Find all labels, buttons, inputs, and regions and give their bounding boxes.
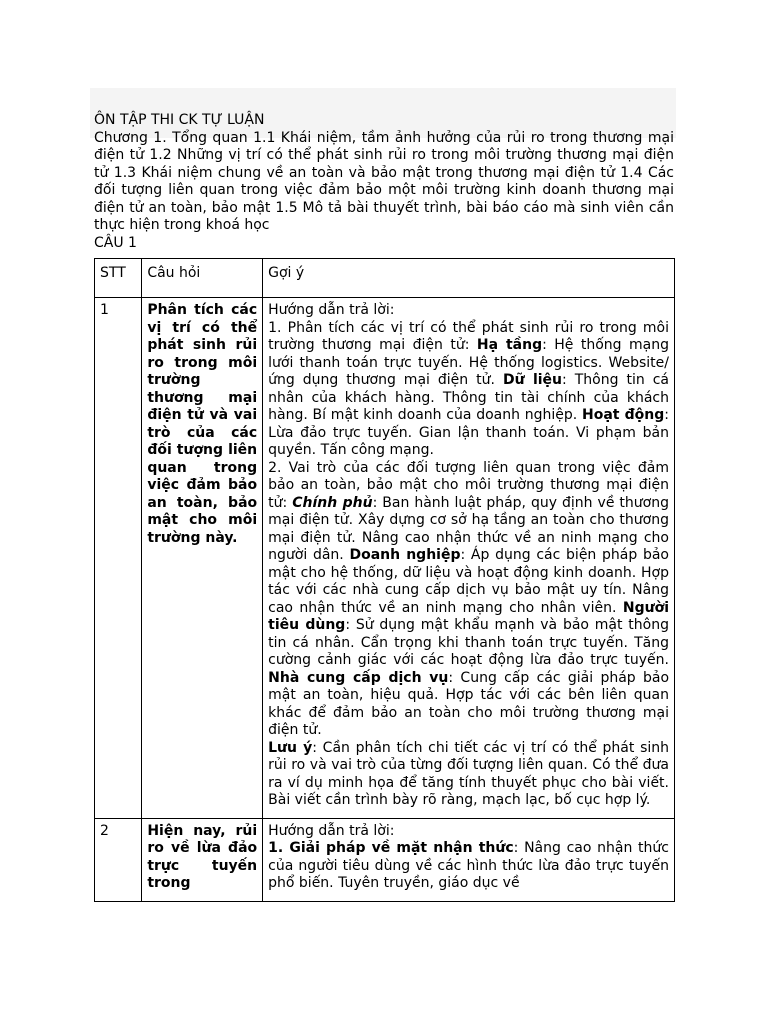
answer-guide xyxy=(263,818,675,901)
table-row xyxy=(95,818,675,901)
table-header-row xyxy=(95,259,675,298)
qa-table xyxy=(94,258,675,902)
row-number: 1 xyxy=(95,298,142,819)
header-question: Câu hỏi xyxy=(142,259,263,298)
row-number: 2 xyxy=(95,818,142,901)
header-stt: STT xyxy=(95,259,142,298)
chapter-intro: Chương 1. Tổng quan 1.1 Khái niệm, tầm ảnh hưởng của rủi ro trong thương mại điện tử 1.2 Những vị trí có thể phát sinh rủi ro trong môi trường thương mại điện tử 1.3 Khái niệm chung về an toàn và bảo mật trong thương mại điện tử 1.4 Các đối tượng liên quan trong việc đảm bảo một môi trường kinh doanh thương mại điện tử an toàn, bảo mật 1.5 Mô tả bài thuyết trình, bài báo cáo mà sinh viên cần thực hiện trong khoá học xyxy=(94,129,674,233)
document-page xyxy=(94,112,674,902)
table-row xyxy=(95,298,675,819)
question-text: Phân tích các vị trí có thể phát sinh rủi ro trong môi trường thương mại điện tử và vai trò của các đối tượng liên quan trong việc đảm bảo an toàn, bảo mật cho môi trường này. xyxy=(142,298,263,819)
answer-part-2: 2. Vai trò của các đối tượng liên quan trong việc đảm bảo an toàn, bảo mật cho môi trường thương mại điện tử: Chính phủ: Ban hành luật pháp, quy định về thương mại điện tử. Xây dựng cơ sở hạ tầng an toàn cho thương mại điện tử. Nâng cao nhận thức về an ninh mạng cho người dân. Doanh nghiệp: Áp dụng các biện pháp bảo mật cho hệ thống, dữ liệu và hoạt động kinh doanh. Hợp tác với các nhà cung cấp dịch vụ bảo mật uy tín. Nâng cao nhận thức về an ninh mạng cho nhân viên. Người tiêu dùng: Sử dụng mật khẩu mạnh và bảo mật thông tin cá nhân. Cẩn trọng khi thanh toán trực tuyến. Tăng cường cảnh giác với các hoạt động lừa đảo trực tuyến. Nhà cung cấp dịch vụ: Cung cấp các giải pháp bảo mật an toàn, hiệu quả. Hợp tác với các bên liên quan khác để đảm bảo an toàn cho môi trường thương mại điện tử. xyxy=(268,459,670,738)
answer-guide xyxy=(263,298,675,819)
question-text: Hiện nay, rủi ro về lừa đảo trực tuyến trong xyxy=(142,818,263,901)
answer-part-1: 1. Phân tích các vị trí có thể phát sinh rủi ro trong môi trường thương mại điện tử: Hạ tầng: Hệ thống mạng lưới thanh toán trực tuyến. Hệ thống logistics. Website/ứng dụng thương mại điện tử. Dữ liệu: Thông tin cá nhân của khách hàng. Thông tin tài chính của khách hàng. Bí mật kinh doanh của doanh nghiệp. Hoạt động: Lừa đảo trực tuyến. Gian lận thanh toán. Vi phạm bản quyền. Tấn công mạng. xyxy=(268,319,670,458)
answer-intro: Hướng dẫn trả lời: xyxy=(268,822,395,839)
answer-part-1: 1. Giải pháp về mặt nhận thức: Nâng cao nhận thức của người tiêu dùng về các hình thức lừa đảo trực tuyến phổ biến. Tuyên truyền, giáo dục về xyxy=(268,840,669,891)
answer-note: Lưu ý: Cần phân tích chi tiết các vị trí có thể phát sinh rủi ro và vai trò của từng đối tượng liên quan. Có thể đưa ra ví dụ minh họa để tăng tính thuyết phục cho bài viết. Bài viết cần trình bày rõ ràng, mạch lạc, bố cục hợp lý. xyxy=(268,739,669,808)
header-hint: Gợi ý xyxy=(263,259,675,298)
document-title: ÔN TẬP THI CK TỰ LUẬN xyxy=(94,112,265,128)
section-heading: CÂU 1 xyxy=(94,234,137,251)
answer-intro: Hướng dẫn trả lời: xyxy=(268,302,395,318)
